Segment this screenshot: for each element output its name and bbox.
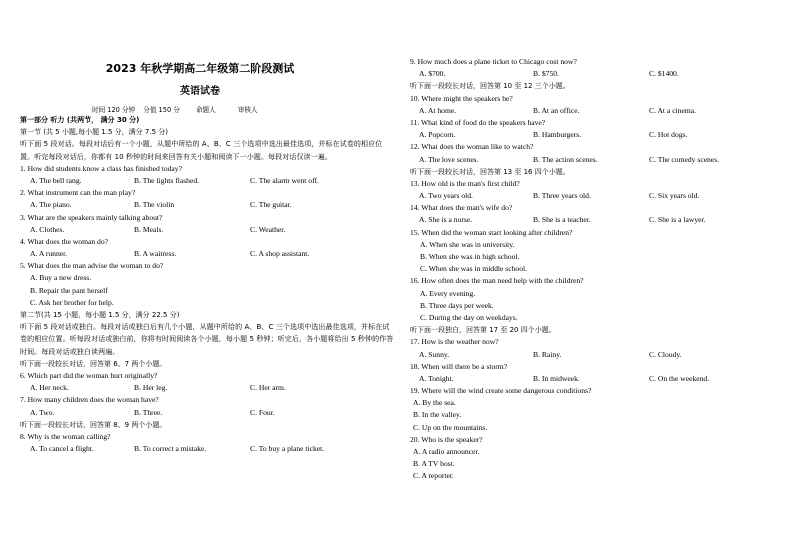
question-20: 20. Who is the speaker? bbox=[410, 434, 483, 444]
section2-instructions: 听下面 5 段对话或独白。每段对话或独白后有几个小题，从题中所给的 A、B、C 三个选项中选出最佳选项，并标在试卷的相应位置。听每段对话或独白前，你将有时间阅读各个小题，每小题 5 秒钟；听完后，各小题将给出 5 秒钟的作答时间。每段对话或独白读两遍。 bbox=[20, 323, 394, 356]
option-a: A. Two years old. bbox=[419, 191, 473, 201]
option-c: C. Up on the mountains. bbox=[413, 422, 488, 432]
option-b: B. Hamburgers. bbox=[533, 130, 582, 140]
question-12-options bbox=[410, 154, 780, 166]
option-b: B. To correct a mistake. bbox=[134, 444, 207, 454]
section1-instructions: 听下面 5 段对话。每段对话后有一个小题，从题中所给的 A、B、C 三个选项中选出最佳选项，并标在试卷的相应位置。听完每段对话后，你都有 10 秒钟的时间来回答有关小题和阅读下一小题。每段对话仅读一遍。 bbox=[20, 140, 383, 161]
question-3-options bbox=[20, 224, 396, 236]
option-b: B. A TV host. bbox=[413, 459, 455, 469]
option-c: C. Cloudy. bbox=[649, 349, 682, 359]
option-c: C. Six years old. bbox=[649, 191, 700, 201]
option-a: A. To cancel a flight. bbox=[30, 444, 94, 454]
option-a: A. Buy a new dress. bbox=[30, 273, 92, 283]
option-c: C. $1400. bbox=[649, 69, 679, 79]
part1-heading: 第一部分 听力 (共两节， 满分 30 分) bbox=[20, 116, 140, 124]
option-a: A. Every evening. bbox=[420, 288, 476, 298]
question-1-options bbox=[20, 175, 396, 187]
question-10: 10. Where might the speakers be? bbox=[410, 93, 513, 103]
option-a: A. A radio announcer. bbox=[413, 447, 480, 456]
option-a: A. Tonight. bbox=[419, 373, 454, 383]
option-b: B. She is a teacher. bbox=[533, 215, 591, 225]
exam-title: 2023 年秋学期高二年级第二阶段测试 bbox=[105, 62, 295, 75]
option-b: B. Three years old. bbox=[533, 191, 591, 201]
option-a: A. Clothes. bbox=[30, 224, 65, 234]
exam-reviewer: 审核人 bbox=[237, 106, 258, 114]
option-b: B. $750. bbox=[533, 69, 559, 79]
option-b: B. The lights flashed. bbox=[134, 175, 200, 185]
option-c: C. Ask her brother for help. bbox=[30, 297, 114, 307]
option-b: B. Meals. bbox=[134, 224, 164, 234]
option-b: B. Three days per week. bbox=[420, 300, 494, 310]
question-3: 3. What are the speakers mainly talking about? bbox=[20, 212, 163, 222]
question-6: 6. Which part did the woman hurt originally? bbox=[20, 371, 158, 381]
option-c: C. During the day on weekdays. bbox=[420, 312, 518, 322]
option-c: C. Weather. bbox=[250, 224, 286, 234]
section1-heading: 第一节 (共 5 小题,每小题 1.5 分，满分 7.5 分) bbox=[20, 128, 168, 137]
option-a: A. The bell rang. bbox=[30, 175, 82, 185]
question-2: 2. What instrument can the man play? bbox=[20, 188, 136, 198]
question-7: 7. How many children does the woman have? bbox=[20, 395, 159, 405]
option-c: C. On the weekend. bbox=[649, 373, 710, 383]
option-a: A. At home. bbox=[419, 105, 457, 115]
right-column bbox=[410, 56, 780, 483]
question-13-options bbox=[410, 190, 780, 202]
option-b: B. In midweek. bbox=[533, 373, 580, 383]
option-c: C. Her arm. bbox=[250, 383, 286, 393]
segment-17-20-note: 听下面一段独白，回答第 17 至 20 四个小题。 bbox=[410, 326, 556, 335]
option-b: B. Repair the pant herself bbox=[30, 285, 108, 295]
option-c: C. The guitar. bbox=[250, 200, 292, 210]
exam-time: 时间 120 分钟 bbox=[92, 106, 136, 114]
option-c: C. When she was in middle school. bbox=[420, 264, 528, 274]
question-10-options bbox=[410, 105, 780, 117]
question-8: 8. Why is the woman calling? bbox=[20, 431, 111, 441]
option-a: A. Sunny. bbox=[419, 349, 450, 359]
question-11-options bbox=[410, 129, 780, 141]
exam-score: 分值 150 分 bbox=[143, 106, 180, 114]
option-a: A. Her neck. bbox=[30, 383, 69, 393]
question-5: 5. What does the man advise the woman to do? bbox=[20, 261, 164, 271]
option-b: B. At an office. bbox=[533, 105, 580, 115]
question-4: 4. What does the woman do? bbox=[20, 236, 109, 246]
left-column bbox=[20, 114, 396, 455]
option-b: B. The action scenes. bbox=[533, 154, 598, 164]
option-b: B. Her leg. bbox=[134, 383, 168, 393]
question-8-options bbox=[20, 443, 396, 455]
option-c: C. A shop assistant. bbox=[250, 249, 310, 259]
exam-meta bbox=[92, 104, 264, 114]
question-18-options bbox=[410, 373, 780, 385]
option-b: B. Three. bbox=[134, 407, 163, 417]
segment-8-9-note: 听下面一段较长对话，回答第 8、9 两个小题。 bbox=[20, 420, 167, 429]
option-c: C. A reporter. bbox=[413, 471, 454, 481]
option-b: B. When she was in high school. bbox=[420, 252, 520, 261]
segment-6-7-note: 听下面一段较长对话，回答第 6、7 两个小题。 bbox=[20, 359, 167, 368]
section2-heading: 第二节(共 15 小题，每小题 1.5 分，满分 22.5 分) bbox=[20, 311, 180, 320]
option-a: A. The piano. bbox=[30, 200, 72, 210]
option-a: A. Two. bbox=[30, 407, 55, 417]
option-a: A. Popcorn. bbox=[419, 130, 456, 140]
question-1: 1. How did students know a class has finished today? bbox=[20, 163, 182, 173]
question-13: 13. How old is the man's first child? bbox=[410, 178, 520, 188]
question-7-options bbox=[20, 407, 396, 419]
option-b: B. In the valley. bbox=[413, 410, 462, 420]
question-4-options bbox=[20, 248, 396, 260]
question-16: 16. How often does the man need help with the children? bbox=[410, 276, 584, 286]
question-2-options bbox=[20, 199, 396, 211]
option-b: B. Rainy. bbox=[533, 349, 562, 359]
option-c: C. At a cinema. bbox=[649, 105, 697, 115]
option-c: C. To buy a plane ticket. bbox=[250, 444, 325, 454]
segment-13-16-note: 听下面一段较长对话，回答第 13 至 16 四个小题。 bbox=[410, 167, 570, 176]
question-15: 15. When did the woman start looking after children? bbox=[410, 227, 573, 237]
question-9-options bbox=[410, 68, 780, 80]
option-b: B. A waitress. bbox=[134, 249, 177, 259]
option-c: C. Four. bbox=[250, 407, 275, 417]
question-14: 14. What does the man's wife do? bbox=[410, 203, 513, 213]
option-a: A. By the sea. bbox=[413, 398, 456, 408]
option-c: C. The alarm went off. bbox=[250, 175, 319, 185]
question-18: 18. When will there be a storm? bbox=[410, 361, 508, 371]
option-a: A. $700. bbox=[419, 69, 446, 79]
option-a: A. A runner. bbox=[30, 249, 68, 259]
exam-subtitle: 英语试卷 bbox=[180, 86, 220, 97]
option-c: C. Hot dogs. bbox=[649, 130, 688, 140]
question-14-options bbox=[410, 214, 780, 226]
option-a: A. The love scenes. bbox=[419, 154, 479, 164]
option-b: B. The violin bbox=[134, 200, 175, 210]
question-17-options bbox=[410, 349, 780, 361]
question-9: 9. How much does a plane ticket to Chicago cost now? bbox=[410, 57, 577, 66]
question-6-options bbox=[20, 382, 396, 394]
question-11: 11. What kind of food do the speakers have? bbox=[410, 117, 546, 127]
segment-10-12-note: 听下面一段较长对话，回答第 10 至 12 三个小题。 bbox=[410, 82, 570, 91]
option-a: A. When she was in university. bbox=[420, 239, 515, 249]
question-17: 17. How is the weather now? bbox=[410, 337, 499, 347]
option-c: C. She is a lawyer. bbox=[649, 215, 706, 225]
question-19: 19. Where will the wind create some dangerous conditions? bbox=[410, 386, 592, 396]
option-a: A. She is a nurse. bbox=[419, 215, 473, 225]
exam-author: 命题人 bbox=[195, 106, 216, 114]
question-12: 12. What does the woman like to watch? bbox=[410, 142, 534, 152]
option-c: C. The comedy scenes. bbox=[649, 154, 720, 164]
